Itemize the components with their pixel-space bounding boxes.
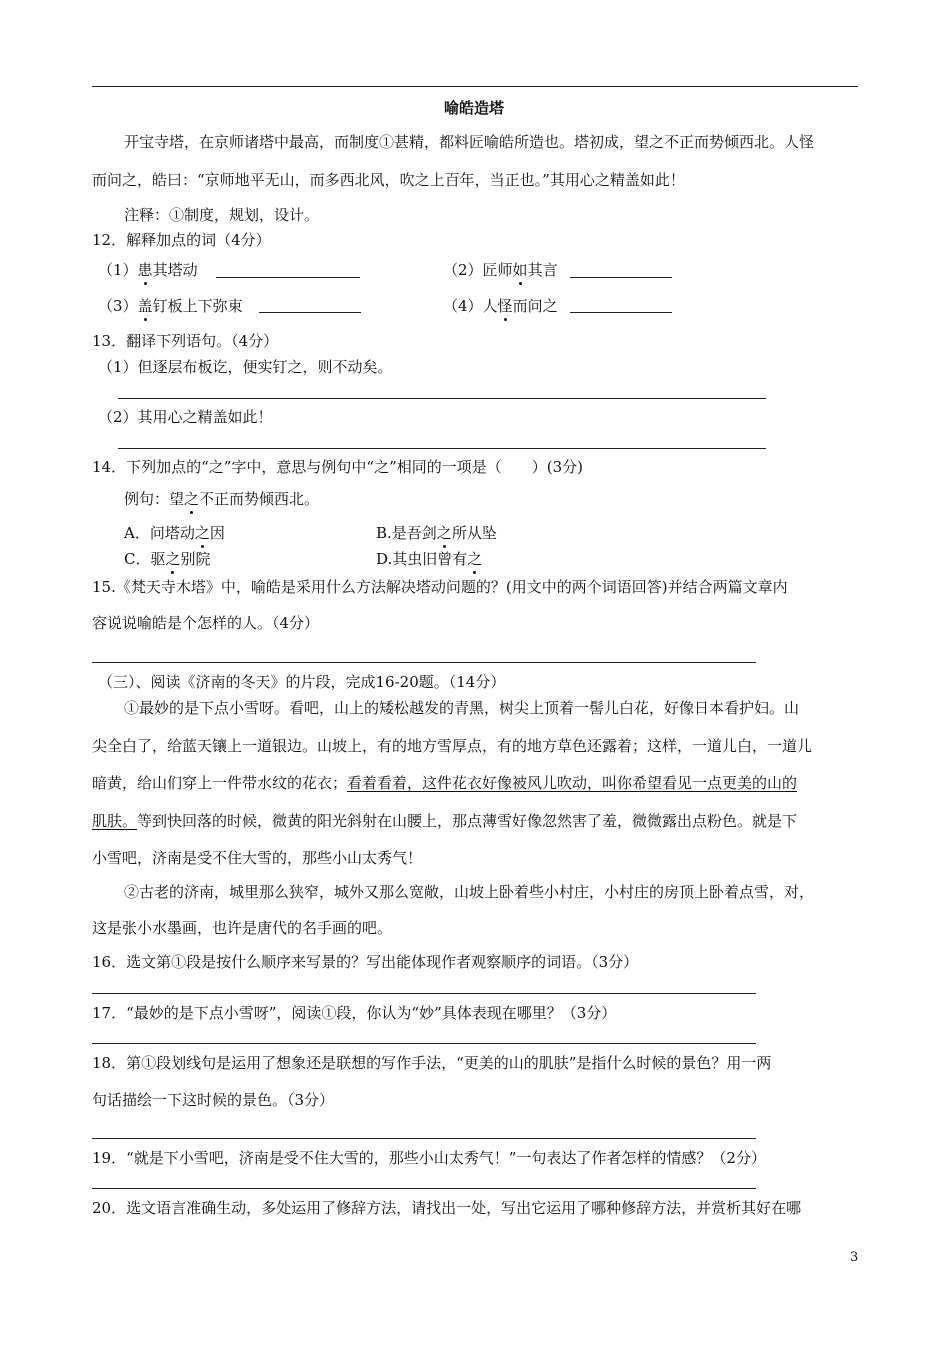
q12-item-3-dotted-word: 盖 — [137, 297, 153, 315]
q14-option-d-prefix: D.其虫旧曾有 — [376, 550, 468, 568]
q12-item-2-dotted-word: 如 — [512, 261, 528, 279]
section3-p2-line-1: ②古老的济南，城里那么狭窄，城外又那么宽敞，山坡上卧着些小村庄，小村庄的房顶上卧着点雪，对， — [124, 883, 815, 901]
passage-note: 注释：①制度，规划，设计。 — [124, 206, 320, 224]
q12-item-1-suffix: 其塔动 — [152, 261, 198, 279]
q14-example-suffix: 不正而势倾西北。 — [199, 490, 320, 508]
q16-stem: 16．选文第①段是按什么顺序来写景的？写出能体现作者观察顺序的词语。（3分） — [92, 953, 639, 971]
q12-item-4-dotted-word: 怪 — [497, 297, 513, 315]
page-number: 3 — [850, 1250, 859, 1265]
q12-item-2-suffix: 其言 — [527, 261, 558, 279]
q14-option-a-suffix: 因 — [209, 524, 225, 542]
q18-line-1: 18．第①段划线句是运用了想象还是联想的写作手法，“更美的山的肌肤”是指什么时候的景色？用一两 — [92, 1054, 772, 1072]
q12-item-2-prefix: （2）匠师 — [443, 261, 513, 279]
section3-underlined-sentence-part-2: 肌肤。 — [92, 812, 138, 830]
q14-option-c-suffix: 别院 — [180, 550, 211, 568]
q12-answer-blank-2[interactable] — [570, 277, 672, 278]
q18-line-2: 句话描绘一下这时候的景色。（3分） — [92, 1091, 335, 1109]
q14-option-b-dotted-word: 之 — [436, 524, 452, 542]
q13-sentence-2: （2）其用心之精盖如此！ — [98, 408, 273, 426]
q19-answer-line[interactable] — [92, 1188, 756, 1189]
q15-line-2: 容说说喻皓是个怎样的人。（4分） — [92, 614, 320, 632]
q12-item-1-dotted-word: 患 — [137, 261, 153, 279]
q17-stem: 17．“最妙的是下点小雪呀”，阅读①段，你认为“妙”具体表现在哪里？（3分） — [92, 1004, 617, 1022]
section3-p1-line-4 — [92, 811, 797, 831]
q12-item-3-prefix: （3） — [98, 297, 138, 315]
passage-line-2: 而问之，皓曰：“京师地平无山，而多西北风，吹之上百年，当正也。”其用心之精盖如此！ — [92, 171, 685, 189]
q14-option-b-suffix: 所从坠 — [451, 524, 497, 542]
section3-header: （三）、阅读《济南的冬天》的片段，完成16-20题。（14分） — [98, 673, 506, 691]
q14-example — [124, 489, 319, 509]
q12-item-3-suffix: 钉板上下弥束 — [152, 297, 243, 315]
q13-answer-line-2[interactable] — [118, 448, 766, 449]
q12-stem: 12．解释加点的词（4分） — [92, 231, 271, 249]
q19-stem: 19．“就是下小雪吧，济南是受不住大雪的，那些小山太秀气！”一句表达了作者怎样的情感？（2分） — [92, 1149, 766, 1167]
q12-item-1 — [98, 260, 198, 280]
q16-answer-line[interactable] — [92, 993, 756, 994]
q14-option-a-prefix: A．问塔动 — [124, 524, 195, 542]
section3-p1-line-1: ①最妙的是下点小雪呀。看吧，山上的矮松越发的青黑，树尖上顶着一髻儿白花，好像日本看护妇。山 — [124, 699, 800, 717]
q12-item-4-suffix: 而问之 — [512, 297, 558, 315]
q14-option-a[interactable] — [124, 523, 225, 543]
passage-title: 喻皓造塔 — [444, 99, 505, 117]
q13-answer-line-1[interactable] — [118, 398, 766, 399]
q17-answer-line[interactable] — [92, 1043, 756, 1044]
q12-answer-blank-3[interactable] — [259, 312, 361, 313]
section3-p1-line-5: 小雪吧，济南是受不住大雪的，那些小山太秀气！ — [92, 849, 423, 867]
q14-option-b[interactable] — [376, 523, 497, 543]
q12-item-1-prefix: （1） — [98, 261, 138, 279]
section3-p2-line-2: 这是张小水墨画，也许是唐代的名手画的吧。 — [92, 919, 393, 937]
q13-sentence-1: （1）但逐层布板讫，便实钉之，则不动矣。 — [98, 358, 393, 376]
q14-stem: 14．下列加点的“之”字中，意思与例句中“之”相同的一项是（ ）(3分) — [92, 458, 584, 476]
q18-answer-line[interactable] — [92, 1138, 756, 1139]
section3-underlined-sentence-part-1: 看着看着，这件花衣好像被风儿吹动，叫你希望看见一点更美的山的 — [347, 774, 798, 792]
q20-stem: 20．选文语言准确生动，多处运用了修辞方法，请找出一处，写出它运用了哪种修辞方法，并赏析其好在哪 — [92, 1199, 802, 1217]
q15-line-1: 15.《梵天寺木塔》中，喻皓是采用什么方法解决塔动问题的？(用文中的两个词语回答)并结合两篇文章内 — [92, 578, 788, 596]
section3-p1-line-3 — [92, 773, 797, 793]
section3-p1-line-3-text: 暗黄，给山们穿上一件带水纹的花衣； — [92, 774, 348, 792]
section3-p1-line-2: 尖全白了，给蓝天镶上一道银边。山坡上，有的地方雪厚点，有的地方草色还露着；这样，一道儿白，一道儿 — [92, 737, 813, 755]
q14-option-c-prefix: C．驱 — [124, 550, 166, 568]
section3-p1-line-4-text: 等到快回落的时候，微黄的阳光斜射在山腰上，那点薄雪好像忽然害了羞，微微露出点粉色。就是下 — [137, 812, 798, 830]
q14-option-c[interactable] — [124, 549, 211, 569]
q14-example-prefix: 例句：望 — [124, 490, 185, 508]
q12-item-2 — [443, 260, 558, 280]
q13-stem: 13．翻译下列语句。（4分） — [92, 332, 279, 350]
q14-option-b-prefix: B.是吾剑 — [376, 524, 437, 542]
q12-item-3 — [98, 296, 243, 316]
q12-item-4-prefix: （4）人 — [443, 297, 498, 315]
q12-item-4 — [443, 296, 558, 316]
q14-option-d[interactable] — [376, 549, 482, 569]
passage-line-1: 开宝寺塔，在京师诸塔中最高，而制度①甚精，都料匠喻皓所造也。塔初成，望之不正而势倾西北。人怪 — [124, 133, 815, 151]
q12-answer-blank-1[interactable] — [216, 277, 360, 278]
top-rule — [92, 86, 858, 87]
q14-option-a-dotted-word: 之 — [194, 524, 210, 542]
q15-answer-line[interactable] — [92, 662, 756, 663]
q14-option-d-dotted-word: 之 — [467, 550, 483, 568]
q12-answer-blank-4[interactable] — [570, 312, 672, 313]
q14-example-dotted-word: 之 — [184, 490, 200, 508]
q14-option-c-dotted-word: 之 — [165, 550, 181, 568]
